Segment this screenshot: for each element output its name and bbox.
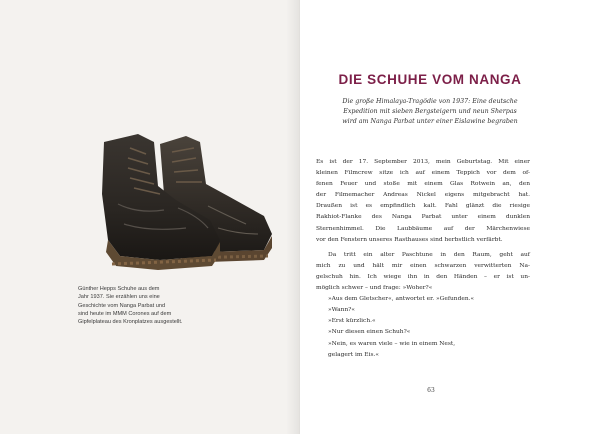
boots-photo bbox=[68, 124, 278, 272]
body-line: der Filmemacher Andreas Nickel eigens mitgebracht hat. bbox=[316, 192, 530, 199]
body-line: Draußen ist es empfindlich kalt. Fahl glänzt die riesige bbox=[316, 203, 530, 210]
caption-line: Geschichte vom Nanga Parbat und bbox=[78, 302, 166, 309]
subtitle-line: wird am Nanga Parbat unter einer Eislawine begraben bbox=[342, 118, 518, 126]
caption-line: Jahr 1937. Sie erzählen uns eine bbox=[78, 294, 160, 301]
caption-line: Gipfelplateau des Kronplatzes ausgestellt. bbox=[78, 319, 183, 326]
chapter-subtitle bbox=[306, 97, 554, 128]
dialogue-line: gelagert im Eis.« bbox=[328, 351, 379, 358]
body-line: Rakhiot-Flanke des Nanga Parbat unter einem dunklen bbox=[316, 214, 530, 221]
subtitle-line: Expedition mit sieben Bergsteigern und neun Sherpas bbox=[343, 108, 517, 116]
dialogue-line: »Erst kürzlich.« bbox=[328, 318, 376, 325]
body-line: fenen Feuer und stoße mit einem Glas Rotwein an, den bbox=[316, 181, 530, 188]
body-line: vor den Fenstern unseres Rasthauses sind herbstlich verfärbt. bbox=[316, 236, 503, 243]
body-line: mich zu und hält mir einen schwarzen verwitterten Na- bbox=[316, 262, 530, 269]
dialogue-line: »Nur diesen einen Schuh?« bbox=[328, 329, 411, 336]
chapter-title: DIE SCHUHE VOM NANGA bbox=[338, 72, 522, 87]
body-line: gelschuh hin. Ich wiege ihn in den Händen – er ist un- bbox=[316, 273, 530, 280]
body-line: Da tritt ein alter Paschtune in den Raum, geht auf bbox=[328, 251, 530, 258]
body-line: kleinen Filmcrew sitze ich auf einem Teppich vor dem of- bbox=[316, 170, 530, 177]
caption-line: Günther Hepps Schuhe aus dem bbox=[78, 286, 160, 292]
body-line: Es ist der 17. September 2013, mein Geburtstag. Mit einer bbox=[316, 159, 530, 165]
caption-line: sind heute im MMM Corones auf dem bbox=[78, 310, 172, 317]
page-number: 63 bbox=[427, 387, 435, 394]
body-line: möglich schwer – und frage: »Woher?« bbox=[316, 285, 433, 292]
body-text bbox=[316, 157, 530, 361]
dialogue-line: »Aus dem Gletscher«, antwortet er. »Gefunden.« bbox=[328, 296, 475, 303]
subtitle-line: Die große Himalaya-Tragödie von 1937: Eine deutsche bbox=[342, 98, 518, 105]
photo-caption bbox=[78, 285, 260, 326]
dialogue-line: »Wann?« bbox=[328, 307, 356, 314]
dialogue-line: »Nein, es waren viele – wie in einem Nest, bbox=[328, 340, 456, 347]
body-line: Sternenhimmel. Die Laubbäume auf der Märchenwiese bbox=[316, 225, 530, 232]
